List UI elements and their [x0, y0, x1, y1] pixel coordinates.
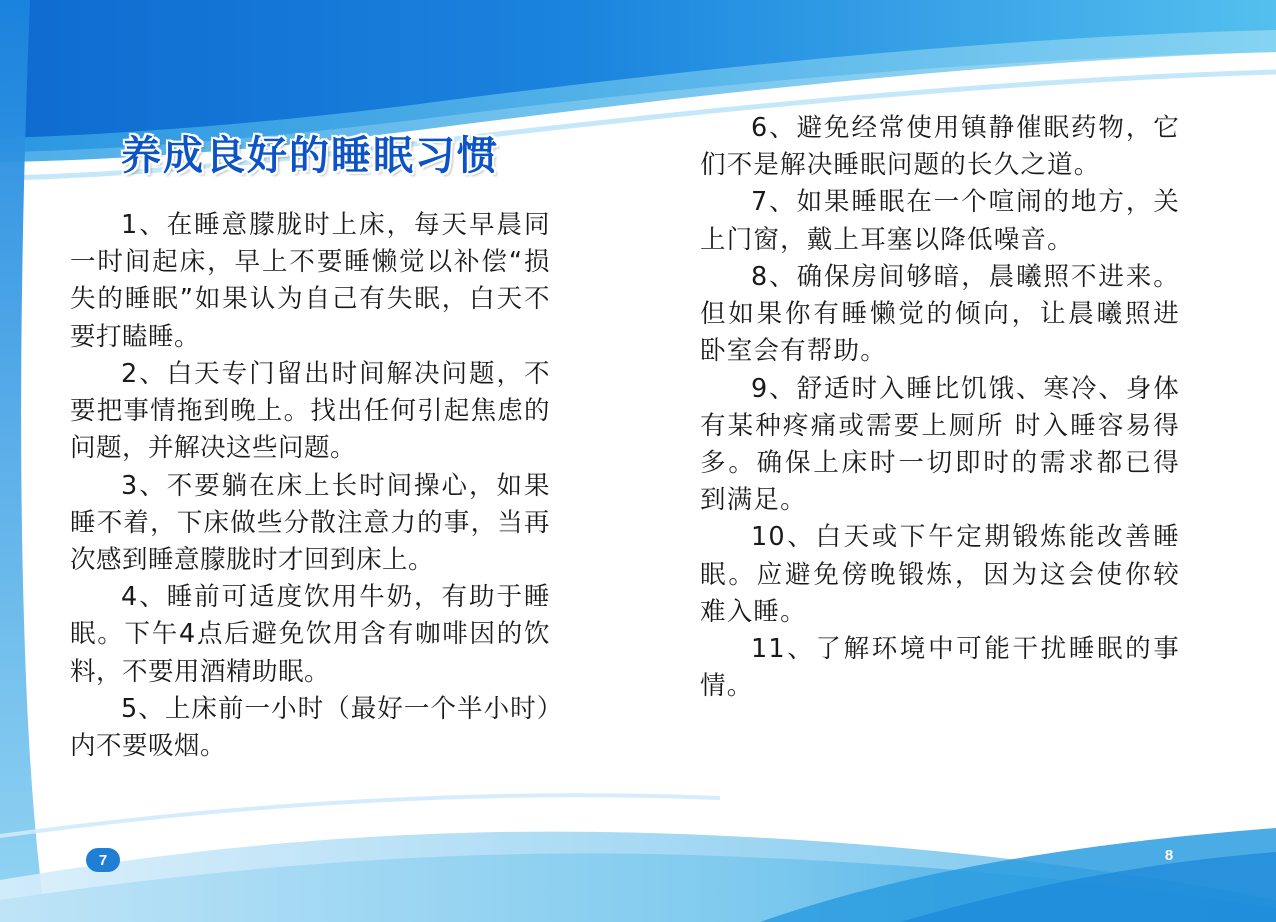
tip-paragraph-10: 10、白天或下午定期锻炼能改善睡眠。应避免傍晚锻炼，因为这会使你较难入睡。: [700, 522, 1180, 627]
tip-paragraph-7: 7、如果睡眠在一个喧闹的地方，关上门窗，戴上耳塞以降低噪音。: [700, 187, 1180, 255]
tip-paragraph-11: 11、了解环境中可能干扰睡眠的事情。: [700, 634, 1180, 702]
left-column: [70, 110, 550, 765]
tip-paragraph-3: 3、不要躺在床上长时间操心，如果睡不着，下床做些分散注意力的事，当再次感到睡意朦胧时才回到床上。: [70, 470, 550, 575]
page-title: 养成良好的睡眠习惯: [121, 133, 499, 179]
tip-paragraph-9: 9、舒适时入睡比饥饿、寒冷、身体有某种疼痛或需要上厕所 时入睡容易得多。确保上床时一切即时的需求都已得到满足。: [700, 373, 1180, 516]
tip-paragraph-2: 2、白天专门留出时间解决问题，不要把事情拖到晚上。找出任何引起焦虑的问题，并解决这些问题。: [70, 358, 550, 464]
tip-paragraph-8: 8、确保房间够暗，晨曦照不进来。但如果你有睡懒觉的倾向，让晨曦照进卧室会有帮助。: [700, 261, 1180, 367]
page-number-right: 8: [1164, 846, 1174, 864]
tip-paragraph-1: 1、在睡意朦胧时上床，每天早晨同一时间起床，早上不要睡懒觉以补偿“损失的睡眠”如果认为自己有失眠，白天不要打瞌睡。: [70, 210, 550, 352]
tip-paragraph-6: 6、避免经常使用镇静催眠药物，它们不是解决睡眠问题的长久之道。: [700, 113, 1180, 181]
right-column: [700, 110, 1180, 706]
tip-paragraph-5: 5、上床前一小时（最好一个半小时）内不要吸烟。: [70, 693, 550, 762]
page-number-left: 7: [86, 848, 120, 872]
tip-paragraph-4: 4、睡前可适度饮用牛奶，有助于睡眠。下午4点后避免饮用含有咖啡因的饮料，不要用酒精助眠。: [70, 582, 550, 687]
